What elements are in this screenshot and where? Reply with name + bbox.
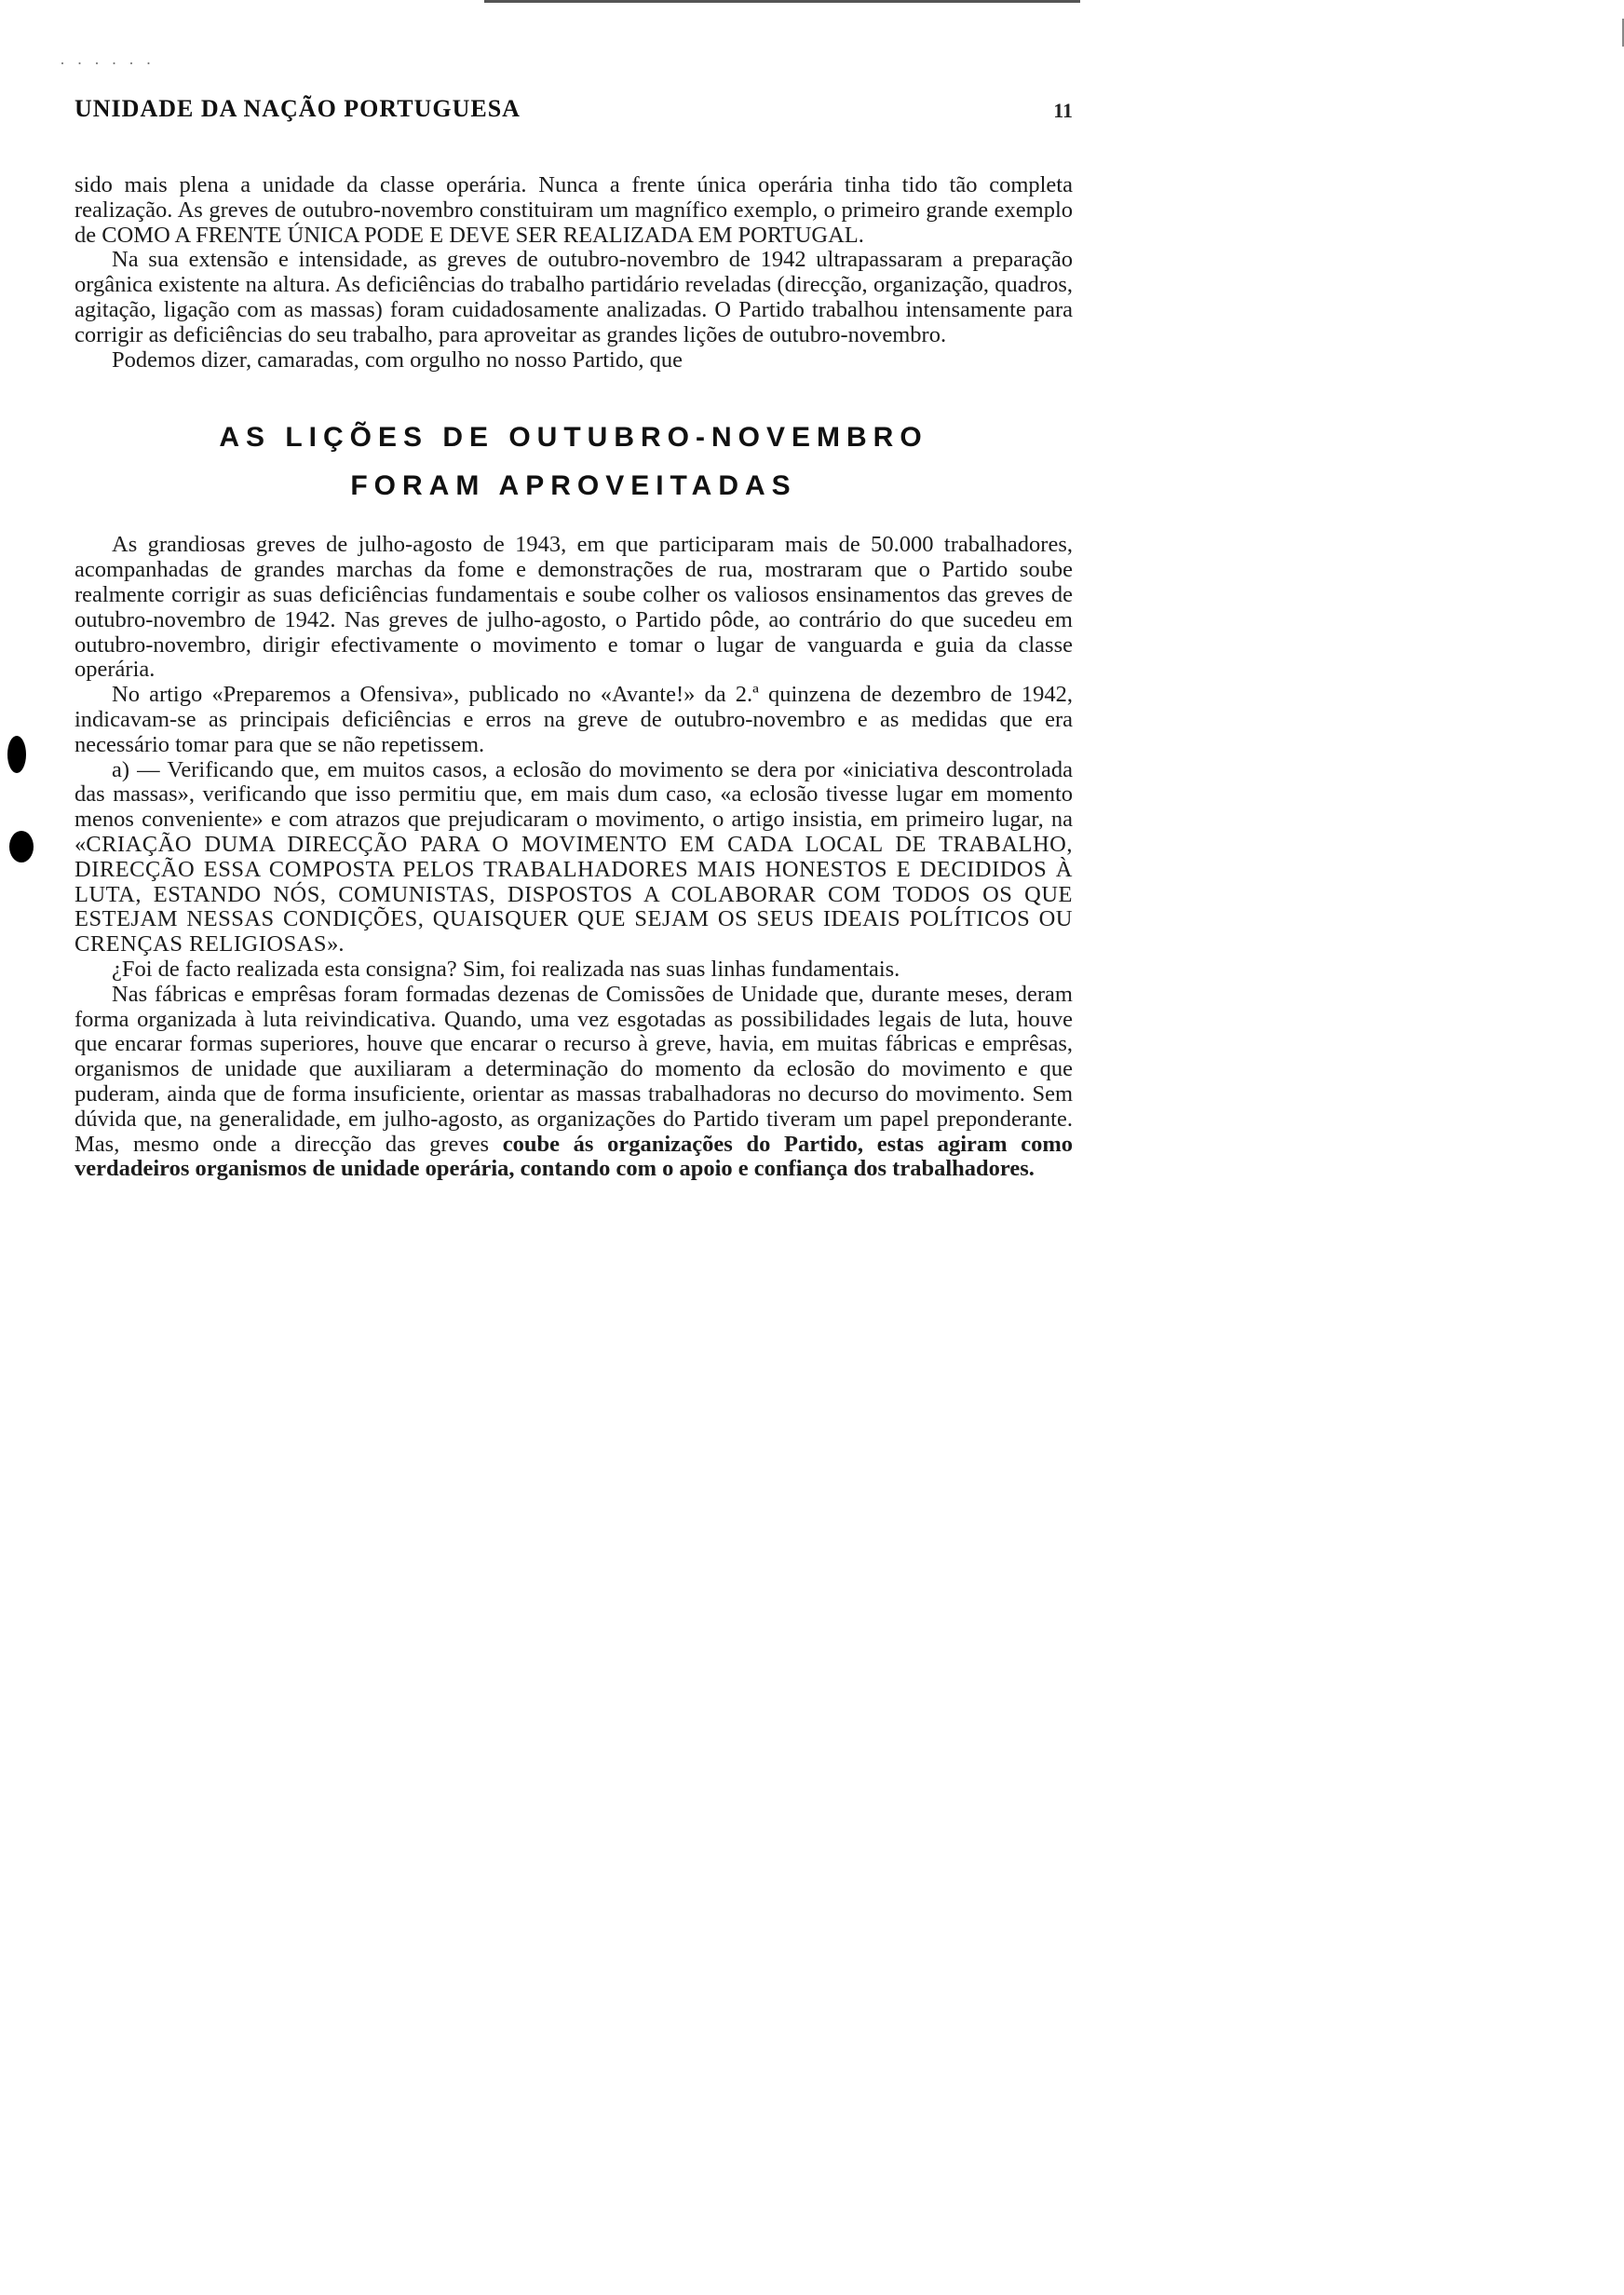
section-heading: [74, 414, 1073, 510]
bold-paragraph-ending: coube ás organizações do Partido, estas agiram como verdadeiros organismos de unidade operária, contando com o apoio e confiança dos trabalhadores.: [74, 1131, 1073, 1182]
paragraph: [74, 983, 1073, 1182]
paragraph-list-item-a: [74, 758, 1073, 957]
scan-top-rule: [484, 0, 1080, 3]
paragraph: Podemos dizer, camaradas, com orgulho no nosso Partido, que: [112, 346, 683, 373]
paragraph: Na sua extensão e intensidade, as greves de outubro-novembro de 1942 ultrapassaram a preparação orgânica existente na altura. As deficiências do trabalho partidário reveladas (direcção, organização, quadros, agitação, ligação com as massas) foram cuidadosamente analizadas. O Partido trabalhou intensamente para corrigir as deficiências do seu trabalho, para aproveitar as grandes lições de outubro-novembro.: [74, 247, 1073, 347]
paragraph-text: a) — Verificando que, em muitos casos, a eclosão do movimento se dera por «iniciativa descontrolada das massas», verificando que isso permitiu que, em mais dum caso, «a eclosão tivesse lugar em momento menos conveniente» e com atrazos que prejudicaram o movimento, o artigo insistia, em primeiro lugar, na «: [74, 756, 1073, 857]
page-number: 11: [1053, 99, 1073, 122]
section-heading-line-1: AS LIÇÕES DE OUTUBRO-NOVEMBRO: [219, 422, 928, 454]
emphasized-caps-text: CRIAÇÃO DUMA DIRECÇÃO PARA O MOVIMENTO EM CADA LOCAL DE TRABALHO, DIRECÇÃO ESSA COMPOSTA PELOS TRABALHADORES MAIS HONESTOS E DECIDIDOS À LUTA, ESTANDO NÓS, COMUNISTAS, DISPOSTOS A COLABORAR COM TODOS OS QUE ESTEJAM NESSAS CONDIÇÕES, QUAISQUER QUE SEJAM OS SEUS IDEAIS POLÍTICOS OU CRENÇAS RELIGIOSAS: [74, 831, 1073, 957]
ink-blot: [7, 736, 26, 773]
running-title: UNIDADE DA NAÇÃO PORTUGUESA: [74, 95, 521, 122]
running-header: [74, 95, 1073, 132]
ink-blot: [9, 831, 34, 862]
article-body: [74, 173, 1073, 1182]
paragraph-text: ».: [327, 931, 345, 957]
section-heading-line-2: FORAM APROVEITADAS: [350, 470, 797, 502]
paragraph: As grandiosas greves de julho-agosto de 1943, em que participaram mais de 50.000 trabalhadores, acompanhadas de grandes marchas da fome e demonstrações de rua, mostraram que o Partido soube realmente corrigir as suas deficiências fundamentais e soube colher os valiosos ensinamentos das greves de outubro-novembro de 1942. Nas greves de julho-agosto, o Partido pôde, ao contrário do que sucedeu em outubro-novembro, dirigir efectivamente o movimento e tomar o lugar de vanguarda e guia da classe operária.: [74, 532, 1073, 683]
paragraph: No artigo «Preparemos a Ofensiva», publicado no «Avante!» da 2.ª quinzena de dezembro de 1942, indicavam-se as principais deficiências e erros na greve de outubro-novembro e as medidas que era necessário tomar para que se não repetissem.: [74, 682, 1073, 757]
paragraph: ¿Foi de facto realizada esta consigna? Sim, foi realizada nas suas linhas fundamentais.: [112, 956, 900, 982]
scan-noise: · · · · · ·: [60, 54, 156, 73]
paragraph: sido mais plena a unidade da classe operária. Nunca a frente única operária tinha tido tão completa realização. As greves de outubro-novembro constituiram um magnífico exemplo, o primeiro grande exemplo de COMO A FRENTE ÚNICA PODE E DEVE SER REALIZADA EM PORTUGAL.: [74, 172, 1073, 248]
paragraph-text: Nas fábricas e emprêsas foram formadas dezenas de Comissões de Unidade que, durante meses, deram forma organizada à luta reivindicativa. Quando, uma vez esgotadas as possibilidades legais de luta, houve que encarar formas superiores, houve que encarar o recurso à greve, havia, em muitas fábricas e emprêsas, organismos de unidade que auxiliaram a determinação do momento da eclosão do movimento e que puderam, ainda que de forma insuficiente, orientar as massas trabalhadoras no decurso do movimento. Sem dúvida que, na generalidade, em julho-agosto, as organizações do Partido tiveram um papel preponderante. Mas, mesmo onde a direcção das greves: [74, 981, 1073, 1157]
